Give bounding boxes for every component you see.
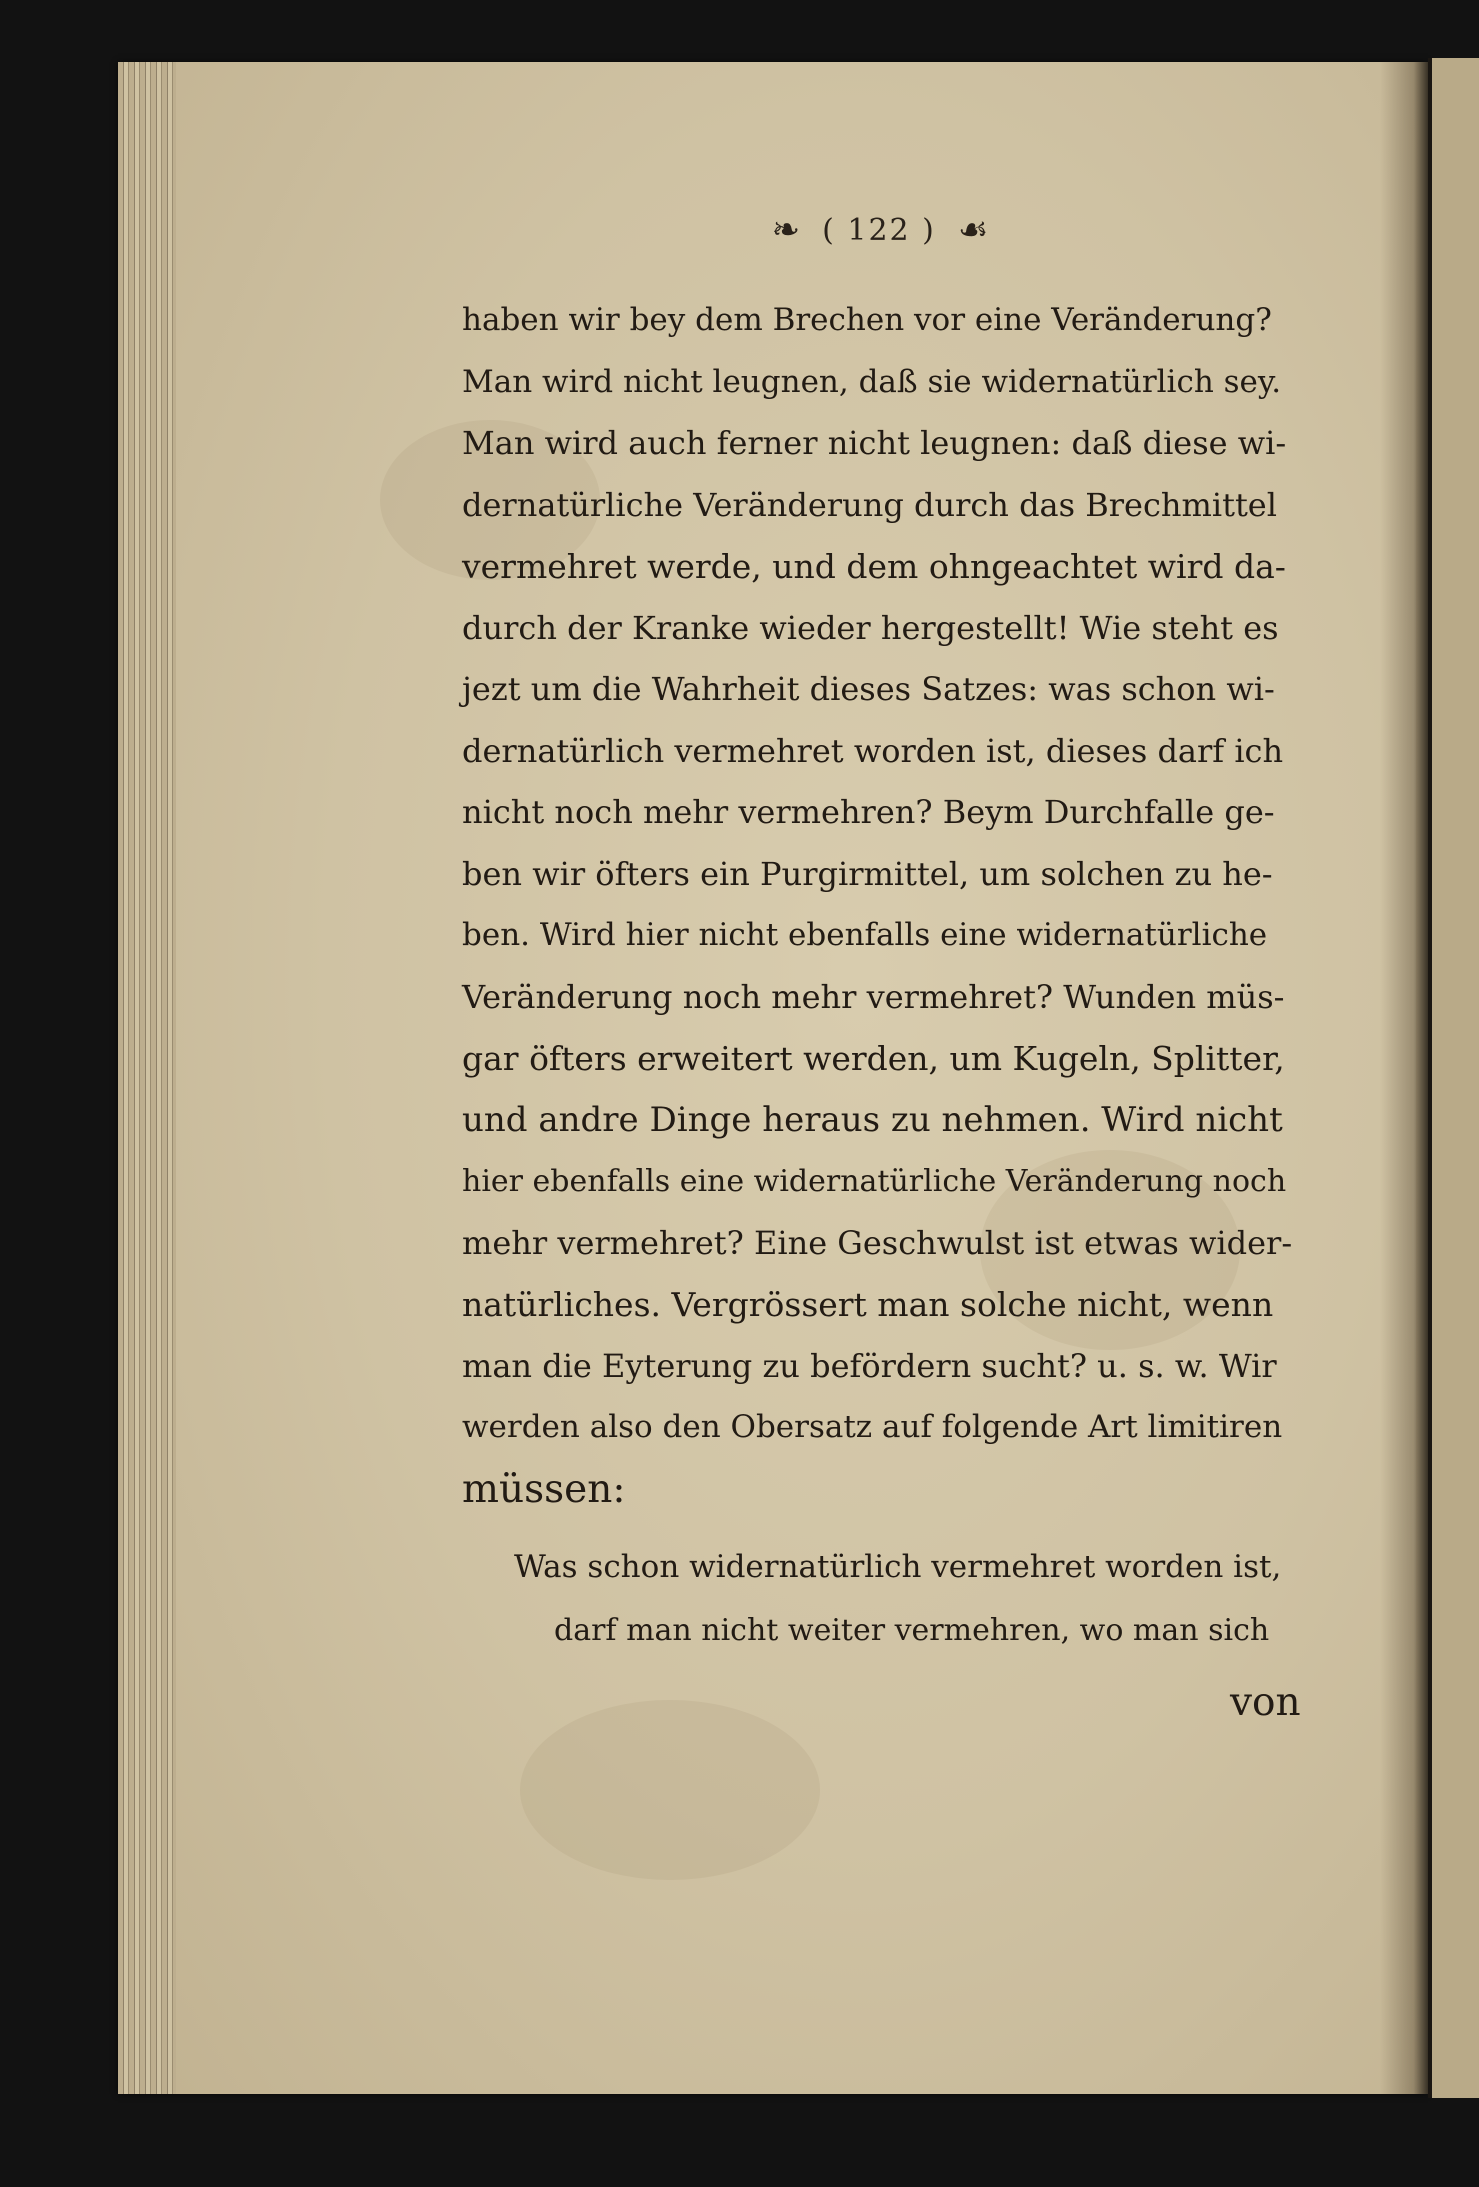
- left-ornament-icon: ❧: [771, 210, 801, 250]
- text-line: mehr vermehret? Eine Geschwulst ist etwas wider-: [462, 1223, 1293, 1262]
- text-line: durch der Kranke wieder hergestellt! Wie steht es: [462, 608, 1279, 647]
- text-line: dernatürliche Veränderung durch das Brechmittel: [462, 485, 1277, 524]
- running-head: [690, 202, 1070, 258]
- rule-line: Was schon widernatürlich vermehret worden ist,: [514, 1549, 1282, 1585]
- text-line: vermehret werde, und dem ohngeachtet wird da-: [462, 547, 1286, 586]
- text-line: Veränderung noch mehr vermehret? Wunden müs-: [462, 977, 1285, 1016]
- text-line: jezt um die Wahrheit dieses Satzes: was schon wi-: [462, 670, 1275, 708]
- right-ornament-icon: ☙: [957, 210, 989, 250]
- page-number: ( 122 ): [822, 212, 936, 248]
- gutter-shadow: [1380, 62, 1428, 2094]
- text-line: dernatürlich vermehret worden ist, dieses darf ich: [462, 731, 1284, 770]
- text-line: hier ebenfalls eine widernatürliche Veränderung noch: [462, 1164, 1287, 1199]
- text-line: man die Eyterung zu befördern sucht? u. s. w. Wir: [462, 1346, 1277, 1385]
- text-line: ben. Wird hier nicht ebenfalls eine widernatürliche: [462, 917, 1268, 953]
- text-line: müssen:: [462, 1466, 626, 1512]
- text-line: gar öfters erweitert werden, um Kugeln, Splitter,: [462, 1039, 1285, 1078]
- paper-stain: [520, 1700, 820, 1880]
- body-paragraph: [462, 290, 1292, 1520]
- facing-page-edge: [1428, 58, 1479, 2098]
- text-line: Man wird nicht leugnen, daß sie widernatürlich sey.: [462, 363, 1282, 400]
- page-edges: [118, 62, 176, 2094]
- text-line: ben wir öfters ein Purgirmittel, um solchen zu he-: [462, 854, 1273, 893]
- rule-line: darf man nicht weiter vermehren, wo man sich: [554, 1613, 1270, 1648]
- text-line: haben wir bey dem Brechen vor eine Veränderung?: [462, 302, 1272, 338]
- text-line: werden also den Obersatz auf folgende Art limitiren: [462, 1409, 1283, 1445]
- catchword: von: [1230, 1680, 1301, 1725]
- text-line: natürliches. Vergrössert man solche nicht, wenn: [462, 1285, 1274, 1324]
- text-line: und andre Dinge heraus zu nehmen. Wird nicht: [462, 1099, 1283, 1140]
- text-line: Man wird auch ferner nicht leugnen: daß diese wi-: [462, 424, 1287, 462]
- indented-rule: [462, 1535, 1292, 1663]
- text-line: nicht noch mehr vermehren? Beym Durchfalle ge-: [462, 793, 1275, 831]
